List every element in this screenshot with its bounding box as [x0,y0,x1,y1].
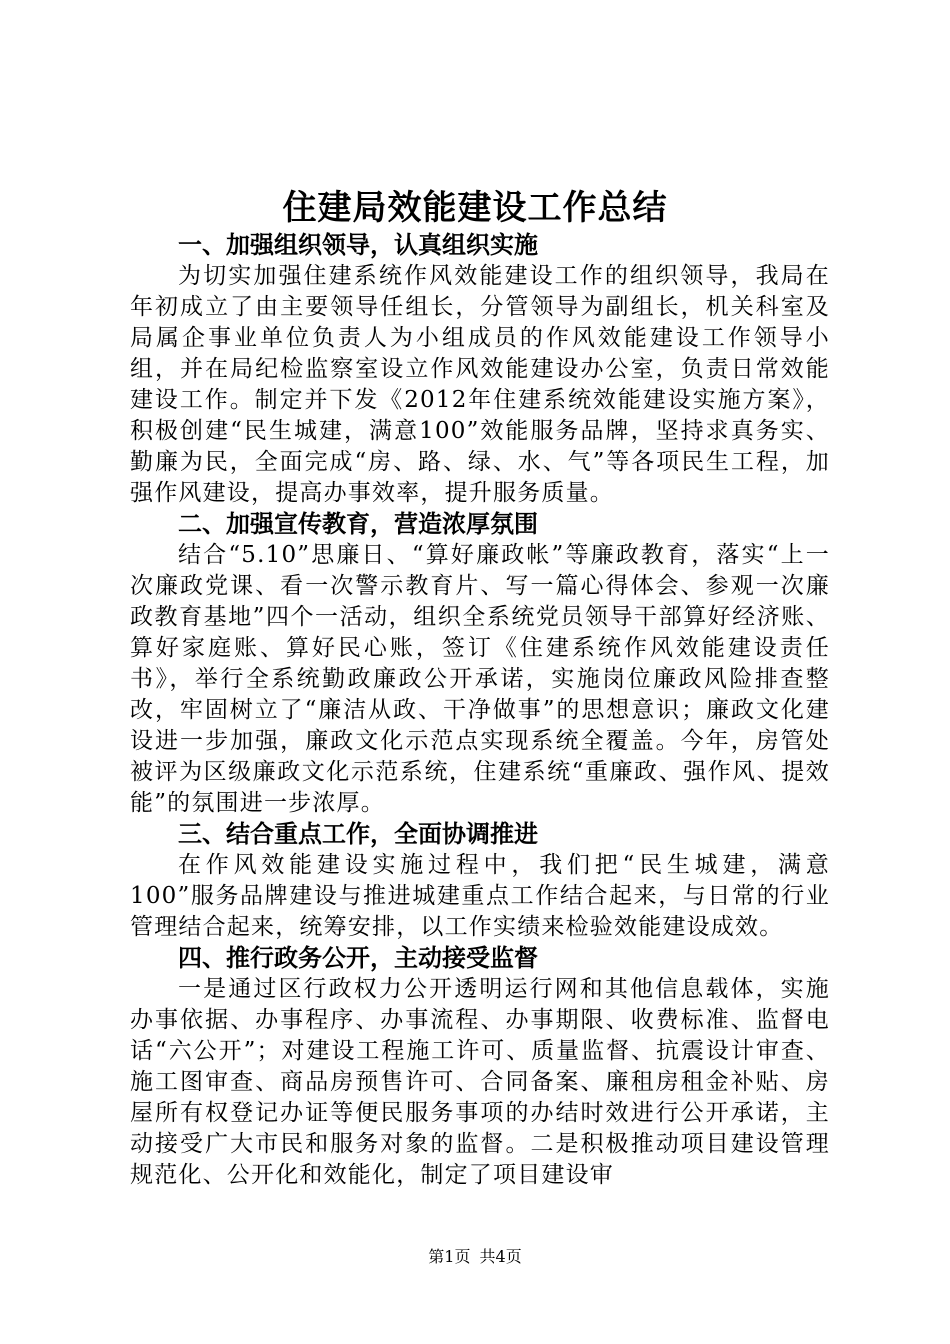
document-title: 住建局效能建设工作总结 [282,188,668,228]
section-2 [130,509,830,819]
section-3 [130,819,830,943]
section-paragraph: 在作风效能建设实施过程中，我们把“民生城建，满意100”服务品牌建设与推进城建重点工作结合起来，与日常的行业管理结合起来，统筹安排，以工作实绩来检验效能建设成效。 [130,852,830,940]
page-total: 共4页 [479,1247,522,1266]
section-heading: 四、推行政务公开，主动接受监督 [178,944,538,972]
section-paragraph: 结合“5.10”思廉日、“算好廉政帐”等廉政教育，落实“上一次廉政党课、看一次警示教育片、写一篇心得体会、参观一次廉政教育基地”四个一活动，组织全系统党员领导干部算好经济账、算好家庭账、算好民心账，签订《住建系统作风效能建设责任书》，举行全系统勤政廉政公开承诺，实施岗位廉政风险排查整改，牢固树立了“廉洁从政、干净做事”的思想意识；廉政文化建设进一步加强，廉政文化示范点实现系统全覆盖。今年，房管处被评为区级廉政文化示范系统，住建系统“重廉政、强作风、提效能”的氛围进一步浓厚。 [130,542,830,816]
section-heading: 二、加强宣传教育，营造浓厚氛围 [178,510,538,538]
section-heading: 一、加强组织领导，认真组织实施 [178,231,538,259]
page-number: 第1页 [428,1247,471,1266]
section-heading: 三、结合重点工作，全面协调推进 [178,820,538,848]
section-paragraph: 为切实加强住建系统作风效能建设工作的组织领导，我局在年初成立了由主要领导任组长，分管领导为副组长，机关科室及局属企事业单位负责人为小组成员的作风效能建设工作领导小组，并在局纪检监察室设立作风效能建设办公室，负责日常效能建设工作。制定并下发《2012年住建系统效能建设实施方案》，积极创建“民生城建，满意100”效能服务品牌，坚持求真务实、勤廉为民，全面完成“房、路、绿、水、气”等各项民生工程，加强作风建设，提高办事效率，提升服务质量。 [130,263,830,506]
section-4 [130,943,830,1191]
section-1 [130,230,830,509]
document-body [130,230,830,1191]
page-footer [0,1247,950,1267]
section-paragraph: 一是通过区行政权力公开透明运行网和其他信息载体，实施办事依据、办事程序、办事流程、办事期限、收费标准、监督电话“六公开”；对建设工程施工许可、质量监督、抗震设计审查、施工图审查、商品房预售许可、合同备案、廉租房租金补贴、房屋所有权登记办证等便民服务事项的办结时效进行公开承诺，主动接受广大市民和服务对象的监督。二是积极推动项目建设管理规范化、公开化和效能化，制定了项目建设审 [130,976,830,1188]
